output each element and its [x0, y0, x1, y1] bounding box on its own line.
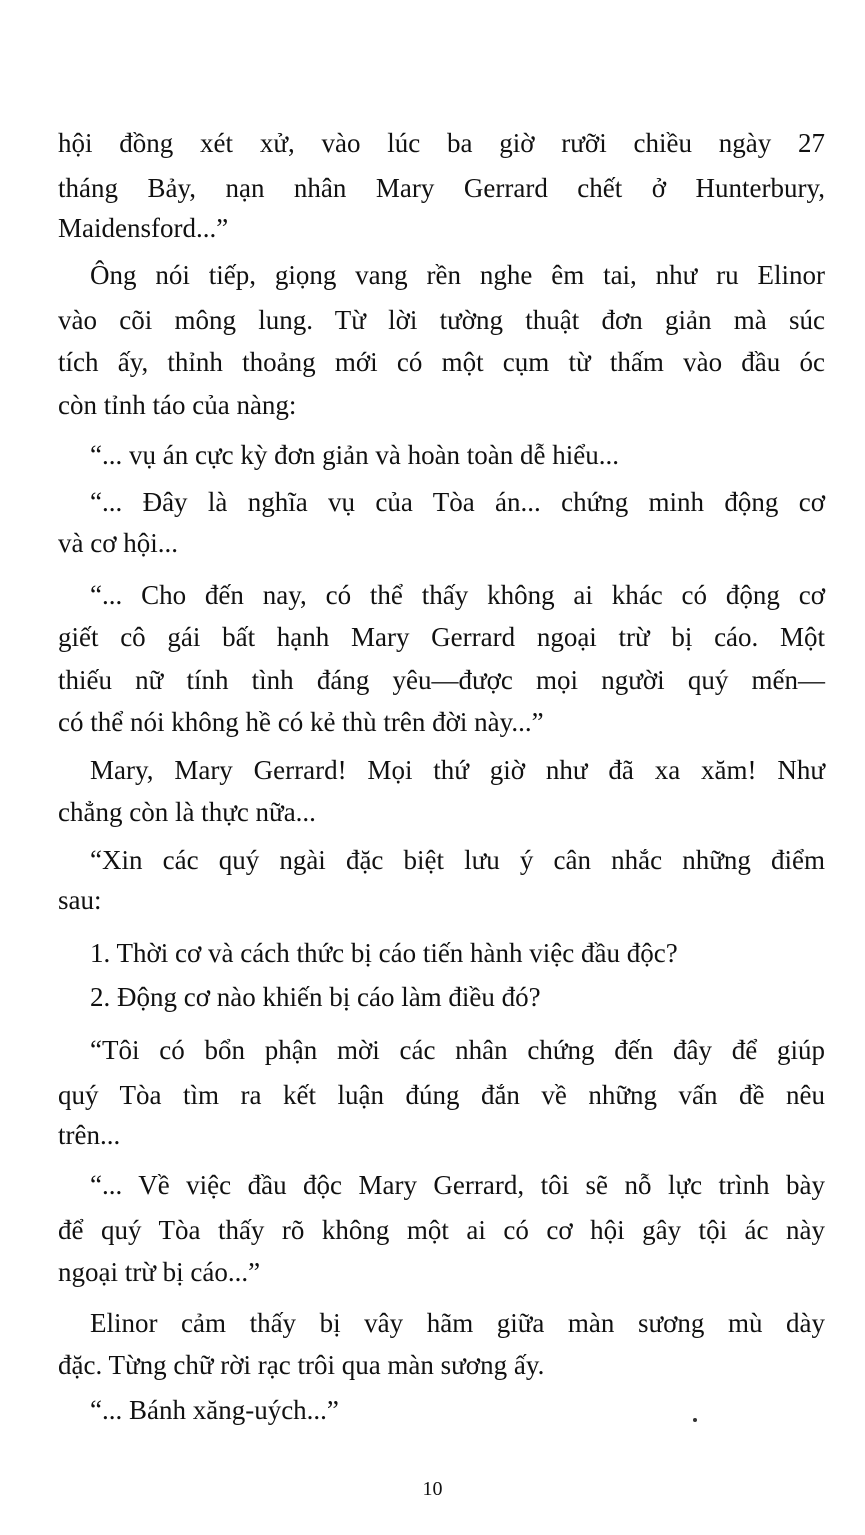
text-line: ngoại trừ bị cáo...”: [58, 1257, 261, 1287]
text-line: “... Cho đến nay, có thể thấy không ai khác có động cơ: [90, 580, 825, 610]
text-line: để quý Tòa thấy rõ không một ai có cơ hội gây tội ác này: [58, 1215, 825, 1245]
text-line: còn tỉnh táo của nàng:: [58, 390, 297, 420]
text-line: trên...: [58, 1120, 121, 1150]
text-line: có thể nói không hề có kẻ thù trên đời này...”: [58, 707, 544, 737]
text-line: sau:: [58, 885, 102, 915]
text-line: “Xin các quý ngài đặc biệt lưu ý cân nhắc những điểm: [90, 845, 825, 875]
print-speck: [693, 1418, 697, 1422]
text-line: Mary, Mary Gerrard! Mọi thứ giờ như đã xa xăm! Như: [90, 755, 825, 785]
page-number: 10: [422, 1478, 443, 1500]
text-line: “Tôi có bổn phận mời các nhân chứng đến đây để giúp: [90, 1035, 825, 1065]
text-line: Maidensford...”: [58, 213, 229, 243]
text-line: “... Về việc đầu độc Mary Gerrard, tôi sẽ nỗ lực trình bày: [90, 1170, 825, 1200]
text-line: tháng Bảy, nạn nhân Mary Gerrard chết ở Hunterbury,: [58, 173, 825, 203]
text-line: đặc. Từng chữ rời rạc trôi qua màn sương ấy.: [58, 1350, 545, 1380]
text-line: “... Bánh xăng-uých...”: [90, 1395, 339, 1425]
text-line: giết cô gái bất hạnh Mary Gerrard ngoại trừ bị cáo. Một: [58, 622, 825, 652]
text-line: thiếu nữ tính tình đáng yêu—được mọi người quý mến—: [58, 665, 825, 695]
text-line: 1. Thời cơ và cách thức bị cáo tiến hành việc đầu độc?: [90, 938, 678, 968]
text-line: vào cõi mông lung. Từ lời tường thuật đơn giản mà súc: [58, 305, 825, 335]
text-line: Ông nói tiếp, giọng vang rền nghe êm tai, như ru Elinor: [90, 260, 825, 290]
text-line: quý Tòa tìm ra kết luận đúng đắn về những vấn đề nêu: [58, 1080, 825, 1110]
text-line: tích ấy, thỉnh thoảng mới có một cụm từ thấm vào đầu óc: [58, 347, 825, 377]
text-line: “... vụ án cực kỳ đơn giản và hoàn toàn dễ hiểu...: [90, 440, 620, 470]
text-line: và cơ hội...: [58, 528, 178, 558]
text-line: Elinor cảm thấy bị vây hãm giữa màn sương mù dày: [90, 1308, 825, 1338]
text-line: 2. Động cơ nào khiến bị cáo làm điều đó?: [90, 982, 541, 1012]
text-line: “... Đây là nghĩa vụ của Tòa án... chứng minh động cơ: [90, 487, 825, 517]
text-line: hội đồng xét xử, vào lúc ba giờ rưỡi chiều ngày 27: [58, 128, 825, 158]
text-line: chẳng còn là thực nữa...: [58, 797, 316, 827]
